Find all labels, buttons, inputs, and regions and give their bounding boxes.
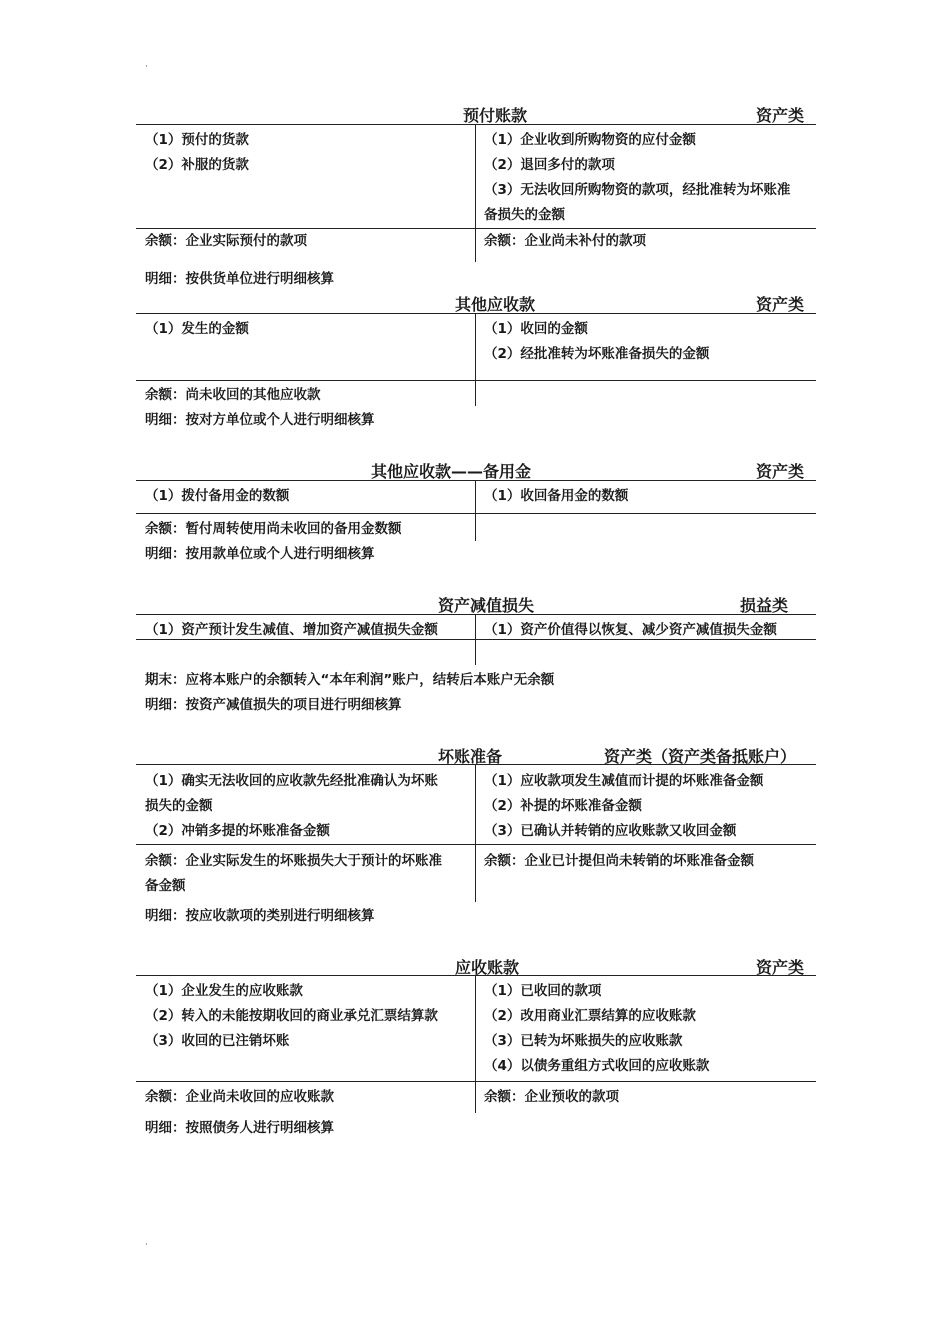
debit-entry: 损失的金额: [145, 798, 213, 814]
t-center-line: [475, 313, 476, 406]
t-center-line: [475, 764, 476, 902]
credit-entry: （1）已收回的款项: [484, 983, 602, 999]
account-title: 预付账款: [463, 106, 528, 125]
credit-entry: 备损失的金额: [484, 207, 565, 223]
debit-balance: 余额：暂付周转使用尚未收回的备用金数额: [145, 521, 402, 537]
detail-note: 明细：按应收款项的类别进行明细核算: [145, 908, 375, 924]
t-top-line: [136, 975, 816, 976]
detail-note: 明细：按对方单位或个人进行明细核算: [145, 412, 375, 428]
t-top-line: [136, 124, 816, 125]
account-category: 资产类: [756, 295, 805, 314]
credit-entry: （1）应收款项发生减值而计提的坏账准备金额: [484, 773, 764, 789]
debit-entry: （1）发生的金额: [145, 321, 249, 337]
account-category: 损益类: [740, 596, 789, 615]
credit-entry: （1）企业收到所购物资的应付金额: [484, 132, 696, 148]
credit-balance: 余额：企业已计提但尚未转销的坏账准备金额: [484, 853, 754, 869]
credit-entry: （3）已确认并转销的应收账款又收回金额: [484, 823, 737, 839]
credit-entry: （2）退回多付的款项: [484, 157, 615, 173]
t-top-line: [136, 764, 816, 765]
balance-line: [136, 513, 816, 514]
balance-line: [136, 380, 816, 381]
balance-line: [136, 639, 816, 640]
credit-entry: （2）改用商业汇票结算的应收账款: [484, 1008, 696, 1024]
debit-entry: （2）补服的货款: [145, 157, 249, 173]
debit-entry: （1）拨付备用金的数额: [145, 488, 290, 504]
debit-entry: （3）收回的已注销坏账: [145, 1033, 290, 1049]
debit-balance: 余额：企业实际预付的款项: [145, 233, 307, 249]
account-title: 资产减值损失: [438, 596, 535, 615]
detail-note: 明细：按供货单位进行明细核算: [145, 271, 334, 287]
credit-entry: （3）已转为坏账损失的应收账款: [484, 1033, 683, 1049]
debit-entry: （1）确实无法收回的应收款先经批准确认为坏账: [145, 773, 438, 789]
detail-note: 明细：按用款单位或个人进行明细核算: [145, 546, 375, 562]
credit-entry: （1）资产价值得以恢复、减少资产减值损失金额: [484, 622, 777, 638]
debit-entry: （1）预付的货款: [145, 132, 249, 148]
account-title: 坏账准备: [438, 747, 503, 766]
account-title: 其他应收款: [455, 295, 536, 314]
t-center-line: [475, 124, 476, 262]
t-top-line: [136, 614, 816, 615]
debit-balance: 备金额: [145, 878, 186, 894]
debit-entry: （2）转入的未能按期收回的商业承兑汇票结算款: [145, 1008, 438, 1024]
debit-balance: 余额：尚未收回的其他应收款: [145, 387, 321, 403]
account-category: 资产类: [756, 462, 805, 481]
credit-entry: （1）收回备用金的数额: [484, 488, 629, 504]
account-title: 其他应收款——备用金: [371, 462, 532, 481]
account-category: 资产类（资产类备抵账户）: [604, 747, 797, 766]
account-title: 应收账款: [455, 958, 520, 977]
period-end-note: 期末：应将本账户的余额转入“本年利润”账户，结转后本账户无余额: [145, 672, 555, 688]
account-category: 资产类: [756, 958, 805, 977]
credit-entry: （2）补提的坏账准备金额: [484, 798, 642, 814]
credit-entry: （2）经批准转为坏账准备损失的金额: [484, 346, 710, 362]
detail-note: 明细：按照债务人进行明细核算: [145, 1120, 334, 1136]
debit-balance: 余额：企业实际发生的坏账损失大于预计的坏账准: [145, 853, 442, 869]
t-center-line: [475, 480, 476, 541]
account-category: 资产类: [756, 106, 805, 125]
credit-entry: （4）以债务重组方式收回的应收账款: [484, 1058, 710, 1074]
credit-balance: 余额：企业预收的款项: [484, 1089, 619, 1105]
debit-entry: （1）资产预计发生减值、增加资产减值损失金额: [145, 622, 438, 638]
t-top-line: [136, 313, 816, 314]
debit-entry: （2）冲销多提的坏账准备金额: [145, 823, 330, 839]
credit-entry: （1）收回的金额: [484, 321, 588, 337]
page-dot: ·: [145, 62, 148, 72]
credit-entry: （3）无法收回所购物资的款项，经批准转为坏账准: [484, 182, 791, 198]
page-dot: ·: [145, 1240, 148, 1250]
balance-line: [136, 844, 816, 845]
debit-entry: （1）企业发生的应收账款: [145, 983, 303, 999]
t-top-line: [136, 480, 816, 481]
debit-balance: 余额：企业尚未收回的应收账款: [145, 1089, 334, 1105]
t-center-line: [475, 975, 476, 1113]
balance-line: [136, 1081, 816, 1082]
detail-note: 明细：按资产减值损失的项目进行明细核算: [145, 697, 402, 713]
credit-balance: 余额：企业尚未补付的款项: [484, 233, 646, 249]
